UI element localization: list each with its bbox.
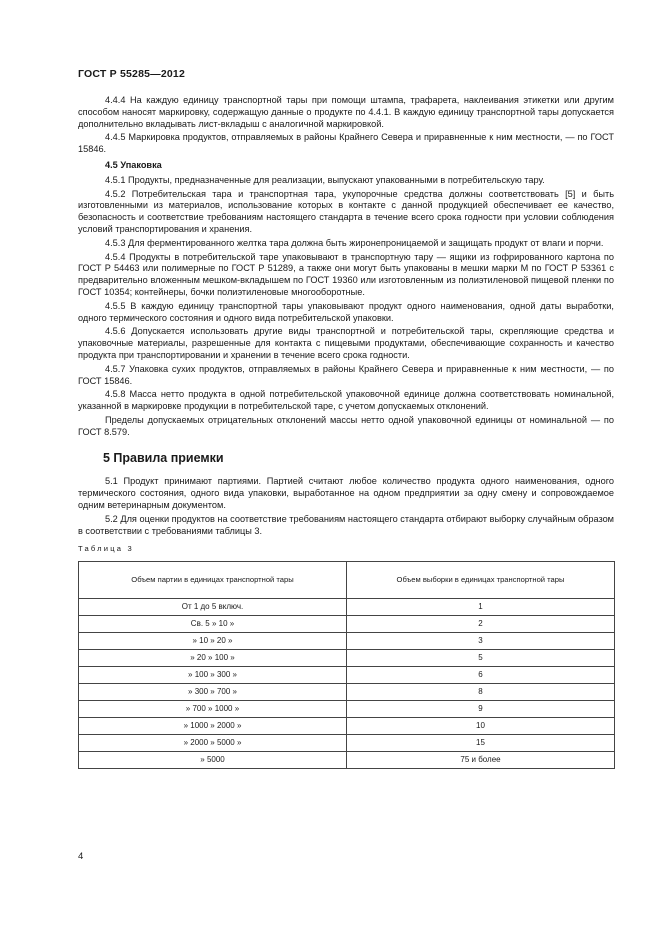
table-row: [79, 701, 615, 718]
table-row: [79, 599, 615, 616]
paragraph-4-4-4: 4.4.4 На каждую единицу транспортной тары при помощи штампа, трафарета, наклеивания этикетки или другим способом наносят маркировку, содержащую данные о продукте по 4.4.1. В каждую единицу транспортной тары допускается дополнительно вкладывать лист-вкладыш с аналогичной маркировкой.: [78, 95, 614, 129]
table-row: [79, 633, 615, 650]
table-row: [79, 616, 615, 633]
paragraph-4-5-7: 4.5.7 Упаковка сухих продуктов, отправляемых в районы Крайнего Севера и приравненные к ним местности, — по ГОСТ 15846.: [78, 363, 614, 386]
table-row: [79, 735, 615, 752]
table-row: [79, 667, 615, 684]
paragraph-4-5-6: 4.5.6 Допускается использовать другие виды транспортной и потребительской тары, скрепляющие средства и упаковочные материалы, разрешенные для контакта с пищевыми продуктами, обеспечивающие сохранность и качество продукта при транспортировании и хранении в течение всего срока годности.: [78, 326, 614, 360]
table-caption: Таблица 3: [78, 544, 134, 554]
lot-size-cell: » 20 » 100 »: [79, 650, 347, 667]
sample-size-cell: 2: [347, 616, 615, 633]
paragraph-4-5-4: 4.5.4 Продукты в потребительской таре упаковывают в транспортную тару — ящики из гофрированного картона по ГОСТ Р 54463 или полимерные по ГОСТ Р 51289, а также они могут быть упакованы в мешки марки М по ГОСТ Р 53361 с предварительно вложенным мешком-вкладышем по ГОСТ 19360 или изготовленным из полиэтиленовой пищевой пленки по ГОСТ 10354; контейнеры, бочки полиэтиленовые многооборотные.: [78, 251, 614, 297]
paragraph-4-5-2: 4.5.2 Потребительская тара и транспортная тара, укупорочные средства должны соответствовать [5] и быть изготовленными из материалов, использование которых в контакте с данной продукцией обеспечивает ее качество, безопасность и соответствие требованиям настоящего стандарта в течение всего срока годности при условии соблюдения условий транспортирования и хранения.: [78, 188, 614, 234]
paragraph-5-2: 5.2 Для оценки продуктов на соответствие требованиям настоящего стандарта отбирают выборку случайным образом в соответствии с требованиями таблицы 3.: [78, 513, 614, 536]
paragraph-5-1: 5.1 Продукт принимают партиями. Партией считают любое количество продукта одного наименования, одного термического состояния, одного вида упаковки, выработанное на одном предприятии за одну смену и сопровождаемое одним ветеринарным документом.: [78, 476, 614, 510]
paragraph-4-5-3: 4.5.3 Для ферментированного желтка тара должна быть жиронепроницаемой и защищать продукт от влаги и порчи.: [105, 237, 604, 248]
lot-size-cell: » 300 » 700 »: [79, 684, 347, 701]
paragraph-4-5-5: 4.5.5 В каждую единицу транспортной тары упаковывают продукт одного наименования, одной даты выработки, одного термического состояния и одного вида потребительской упаковки.: [78, 300, 614, 323]
header-lot-size: Объем партии в единицах транспортной тары: [79, 562, 347, 599]
document-body: [78, 95, 614, 769]
lot-size-cell: » 100 » 300 »: [79, 667, 347, 684]
table-row: [79, 684, 615, 701]
paragraph-tolerance: Пределы допускаемых отрицательных отклонений массы нетто одной упаковочной единицы от номинальной — по ГОСТ 8.579.: [78, 414, 614, 437]
sample-size-cell: 75 и более: [347, 752, 615, 769]
sample-size-cell: 9: [347, 701, 615, 718]
lot-size-cell: Св. 5 » 10 »: [79, 616, 347, 633]
table-header-row: [79, 562, 615, 599]
sample-size-cell: 3: [347, 633, 615, 650]
page-number: 4: [78, 851, 84, 862]
lot-size-cell: От 1 до 5 включ.: [79, 599, 347, 616]
sample-size-cell: 1: [347, 599, 615, 616]
table-row: [79, 650, 615, 667]
sample-size-table: [78, 561, 615, 769]
paragraph-4-5-8: 4.5.8 Масса нетто продукта в одной потребительской упаковочной единице должна соответствовать номинальной, указанной в маркировке продукции в потребительской таре, с учетом допускаемых отклонений.: [78, 389, 614, 412]
lot-size-cell: » 10 » 20 »: [79, 633, 347, 650]
header-sample-size: Объем выборки в единицах транспортной тары: [347, 562, 615, 599]
sample-size-cell: 5: [347, 650, 615, 667]
sample-size-cell: 15: [347, 735, 615, 752]
table-row: [79, 718, 615, 735]
sample-size-cell: 6: [347, 667, 615, 684]
paragraph-4-5-1: 4.5.1 Продукты, предназначенные для реализации, выпускают упакованными в потребительскую тару.: [105, 174, 545, 185]
sample-size-cell: 8: [347, 684, 615, 701]
section-heading-5: 5 Правила приемки: [103, 450, 224, 465]
running-header: ГОСТ Р 55285—2012: [78, 68, 186, 80]
paragraph-4-4-5: 4.4.5 Маркировка продуктов, отправляемых в районы Крайнего Севера и приравненные к ним местности, — по ГОСТ 15846.: [78, 132, 614, 155]
lot-size-cell: » 700 » 1000 »: [79, 701, 347, 718]
lot-size-cell: » 2000 » 5000 »: [79, 735, 347, 752]
lot-size-cell: » 1000 » 2000 »: [79, 718, 347, 735]
subsection-heading-4-5: 4.5 Упаковка: [105, 159, 162, 170]
table-row: [79, 752, 615, 769]
sample-size-cell: 10: [347, 718, 615, 735]
lot-size-cell: » 5000: [79, 752, 347, 769]
